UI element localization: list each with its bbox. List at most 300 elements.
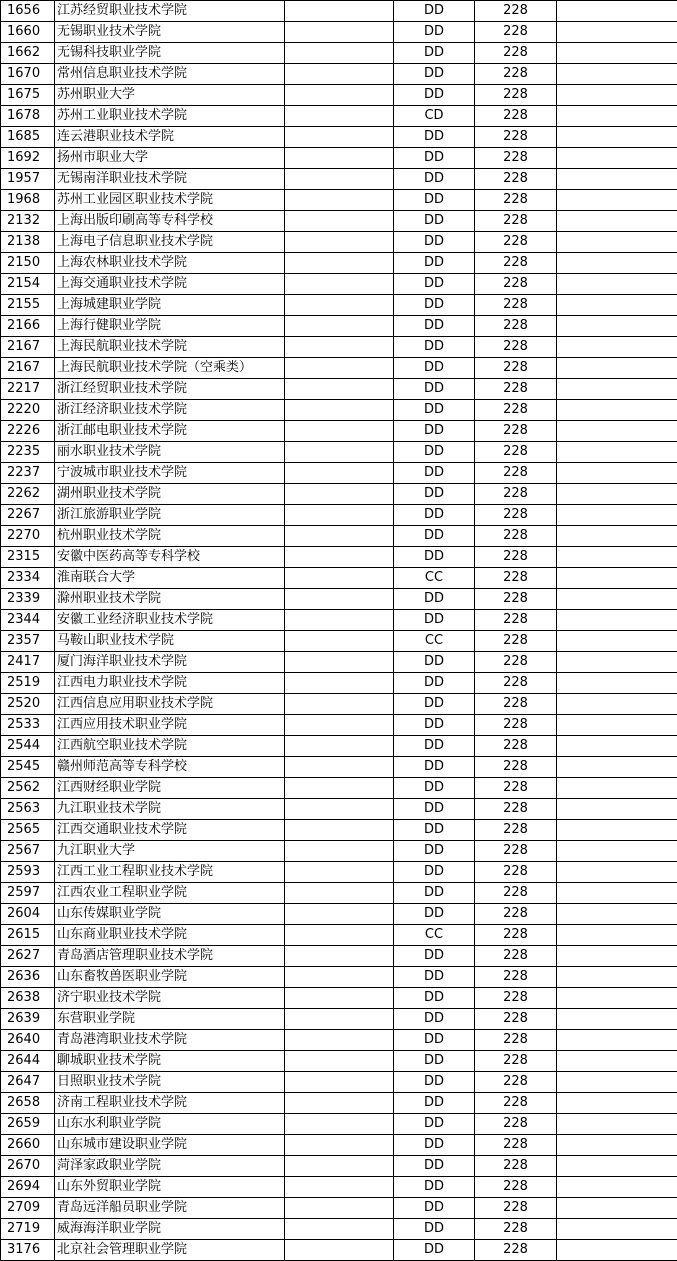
table-row <box>1 610 677 631</box>
empty-cell <box>557 442 677 463</box>
school-code-cell: 2520 <box>1 694 55 715</box>
school-code-cell: 2235 <box>1 442 55 463</box>
level-cell: DD <box>394 757 475 778</box>
score-cell: 228 <box>475 778 557 799</box>
score-cell: 228 <box>475 736 557 757</box>
empty-cell <box>285 1009 394 1030</box>
level-cell: DD <box>394 904 475 925</box>
level-cell: CC <box>394 631 475 652</box>
school-code-cell: 2166 <box>1 316 55 337</box>
empty-cell <box>285 820 394 841</box>
level-cell: DD <box>394 421 475 442</box>
school-code-cell: 2339 <box>1 589 55 610</box>
school-name-cell: 江西财经职业学院 <box>55 778 285 799</box>
school-name-cell: 江西应用技术职业学院 <box>55 715 285 736</box>
table-row <box>1 967 677 988</box>
school-name-cell: 北京社会管理职业学院 <box>55 1240 285 1261</box>
score-cell: 228 <box>475 505 557 526</box>
score-cell: 228 <box>475 1135 557 1156</box>
empty-cell <box>557 43 677 64</box>
table-row <box>1 715 677 736</box>
school-name-cell: 滁州职业技术学院 <box>55 589 285 610</box>
empty-cell <box>285 1051 394 1072</box>
school-name-cell: 江西农业工程职业学院 <box>55 883 285 904</box>
score-cell: 228 <box>475 1156 557 1177</box>
score-cell: 228 <box>475 673 557 694</box>
score-cell: 228 <box>475 43 557 64</box>
empty-cell <box>285 1198 394 1219</box>
table-row <box>1 547 677 568</box>
empty-cell <box>557 883 677 904</box>
school-name-cell: 江西电力职业技术学院 <box>55 673 285 694</box>
empty-cell <box>285 295 394 316</box>
school-name-cell: 江西交通职业技术学院 <box>55 820 285 841</box>
empty-cell <box>285 106 394 127</box>
level-cell: DD <box>394 64 475 85</box>
school-name-cell: 湖州职业技术学院 <box>55 484 285 505</box>
empty-cell <box>285 169 394 190</box>
level-cell: DD <box>394 967 475 988</box>
empty-cell <box>285 673 394 694</box>
empty-cell <box>285 400 394 421</box>
school-code-cell: 3176 <box>1 1240 55 1261</box>
empty-cell <box>557 715 677 736</box>
table-row <box>1 43 677 64</box>
score-cell: 228 <box>475 484 557 505</box>
table-row <box>1 799 677 820</box>
empty-cell <box>285 316 394 337</box>
table-row <box>1 253 677 274</box>
table-row <box>1 85 677 106</box>
empty-cell <box>285 463 394 484</box>
level-cell: DD <box>394 1240 475 1261</box>
empty-cell <box>557 232 677 253</box>
empty-cell <box>285 484 394 505</box>
level-cell: CC <box>394 568 475 589</box>
empty-cell <box>557 568 677 589</box>
empty-cell <box>285 85 394 106</box>
empty-cell <box>557 1072 677 1093</box>
school-code-cell: 2334 <box>1 568 55 589</box>
school-code-cell: 2357 <box>1 631 55 652</box>
empty-cell <box>285 1219 394 1240</box>
level-cell: DD <box>394 253 475 274</box>
school-code-cell: 2644 <box>1 1051 55 1072</box>
level-cell: CC <box>394 925 475 946</box>
school-code-cell: 2237 <box>1 463 55 484</box>
empty-cell <box>557 1093 677 1114</box>
school-code-cell: 2155 <box>1 295 55 316</box>
table-row <box>1 358 677 379</box>
score-cell: 228 <box>475 1 557 22</box>
school-code-cell: 2533 <box>1 715 55 736</box>
score-cell: 228 <box>475 1198 557 1219</box>
empty-cell <box>557 295 677 316</box>
school-name-cell: 上海城建职业学院 <box>55 295 285 316</box>
empty-cell <box>285 379 394 400</box>
level-cell: DD <box>394 484 475 505</box>
score-cell: 228 <box>475 946 557 967</box>
level-cell: DD <box>394 295 475 316</box>
table-row <box>1 442 677 463</box>
empty-cell <box>285 568 394 589</box>
school-name-cell: 山东传媒职业学院 <box>55 904 285 925</box>
level-cell: DD <box>394 232 475 253</box>
table-row <box>1 862 677 883</box>
school-code-cell: 2267 <box>1 505 55 526</box>
table-row <box>1 1 677 22</box>
empty-cell <box>557 22 677 43</box>
score-cell: 228 <box>475 694 557 715</box>
score-cell: 228 <box>475 967 557 988</box>
empty-cell <box>557 1198 677 1219</box>
empty-cell <box>285 883 394 904</box>
empty-cell <box>557 400 677 421</box>
school-code-cell: 2615 <box>1 925 55 946</box>
school-code-cell: 1662 <box>1 43 55 64</box>
school-name-cell: 无锡职业技术学院 <box>55 22 285 43</box>
level-cell: DD <box>394 883 475 904</box>
score-cell: 228 <box>475 400 557 421</box>
school-code-cell: 2150 <box>1 253 55 274</box>
empty-cell <box>285 253 394 274</box>
level-cell: DD <box>394 946 475 967</box>
empty-cell <box>557 274 677 295</box>
school-name-cell: 无锡科技职业学院 <box>55 43 285 64</box>
level-cell: DD <box>394 85 475 106</box>
level-cell: DD <box>394 736 475 757</box>
level-cell: DD <box>394 1072 475 1093</box>
empty-cell <box>557 1009 677 1030</box>
score-cell: 228 <box>475 1240 557 1261</box>
table-row <box>1 1093 677 1114</box>
table-row <box>1 421 677 442</box>
school-code-cell: 2544 <box>1 736 55 757</box>
empty-cell <box>285 505 394 526</box>
school-name-cell: 山东城市建设职业学院 <box>55 1135 285 1156</box>
school-name-cell: 江西航空职业技术学院 <box>55 736 285 757</box>
level-cell: DD <box>394 463 475 484</box>
empty-cell <box>285 862 394 883</box>
score-cell: 228 <box>475 106 557 127</box>
empty-cell <box>557 337 677 358</box>
table-row <box>1 379 677 400</box>
table-row <box>1 190 677 211</box>
level-cell: DD <box>394 1093 475 1114</box>
empty-cell <box>557 1 677 22</box>
empty-cell <box>557 988 677 1009</box>
school-code-cell: 2694 <box>1 1177 55 1198</box>
level-cell: DD <box>394 127 475 148</box>
score-cell: 228 <box>475 589 557 610</box>
level-cell: DD <box>394 694 475 715</box>
table-body <box>1 1 677 1261</box>
score-cell: 228 <box>475 757 557 778</box>
school-code-cell: 2167 <box>1 337 55 358</box>
score-cell: 228 <box>475 1051 557 1072</box>
score-cell: 228 <box>475 1177 557 1198</box>
school-name-cell: 上海交通职业技术学院 <box>55 274 285 295</box>
score-cell: 228 <box>475 85 557 106</box>
school-name-cell: 上海民航职业技术学院 <box>55 337 285 358</box>
level-cell: DD <box>394 442 475 463</box>
level-cell: DD <box>394 1114 475 1135</box>
table-row <box>1 484 677 505</box>
school-name-cell: 浙江经济职业技术学院 <box>55 400 285 421</box>
empty-cell <box>557 1177 677 1198</box>
level-cell: DD <box>394 22 475 43</box>
level-cell: DD <box>394 610 475 631</box>
school-name-cell: 赣州师范高等专科学校 <box>55 757 285 778</box>
empty-cell <box>557 64 677 85</box>
score-cell: 228 <box>475 64 557 85</box>
score-cell: 228 <box>475 841 557 862</box>
empty-cell <box>285 589 394 610</box>
table-row <box>1 820 677 841</box>
school-code-cell: 2226 <box>1 421 55 442</box>
school-name-cell: 江苏经贸职业技术学院 <box>55 1 285 22</box>
table-row <box>1 274 677 295</box>
empty-cell <box>285 64 394 85</box>
school-code-cell: 2647 <box>1 1072 55 1093</box>
score-cell: 228 <box>475 1093 557 1114</box>
table-row <box>1 652 677 673</box>
empty-cell <box>557 673 677 694</box>
school-name-cell: 无锡南洋职业技术学院 <box>55 169 285 190</box>
empty-cell <box>285 211 394 232</box>
table-row <box>1 757 677 778</box>
table-row <box>1 1177 677 1198</box>
school-name-cell: 苏州职业大学 <box>55 85 285 106</box>
level-cell: DD <box>394 1219 475 1240</box>
empty-cell <box>285 1072 394 1093</box>
score-cell: 228 <box>475 1114 557 1135</box>
empty-cell <box>557 190 677 211</box>
level-cell: CD <box>394 106 475 127</box>
empty-cell <box>557 85 677 106</box>
table-row <box>1 988 677 1009</box>
school-code-cell: 1678 <box>1 106 55 127</box>
school-code-cell: 2660 <box>1 1135 55 1156</box>
school-code-cell: 1692 <box>1 148 55 169</box>
empty-cell <box>557 1051 677 1072</box>
table-row <box>1 148 677 169</box>
level-cell: DD <box>394 799 475 820</box>
empty-cell <box>557 484 677 505</box>
school-name-cell: 杭州职业技术学院 <box>55 526 285 547</box>
score-cell: 228 <box>475 211 557 232</box>
level-cell: DD <box>394 820 475 841</box>
empty-cell <box>285 1177 394 1198</box>
empty-cell <box>285 1114 394 1135</box>
score-cell: 228 <box>475 379 557 400</box>
empty-cell <box>285 652 394 673</box>
empty-cell <box>557 421 677 442</box>
school-name-cell: 山东外贸职业学院 <box>55 1177 285 1198</box>
school-code-cell: 2563 <box>1 799 55 820</box>
table-row <box>1 1198 677 1219</box>
table-row <box>1 169 677 190</box>
school-name-cell: 江西工业工程职业技术学院 <box>55 862 285 883</box>
empty-cell <box>557 1156 677 1177</box>
score-cell: 228 <box>475 442 557 463</box>
school-code-cell: 2417 <box>1 652 55 673</box>
school-name-cell: 聊城职业技术学院 <box>55 1051 285 1072</box>
empty-cell <box>557 1219 677 1240</box>
school-code-cell: 2565 <box>1 820 55 841</box>
school-code-cell: 1656 <box>1 1 55 22</box>
empty-cell <box>557 253 677 274</box>
score-cell: 228 <box>475 274 557 295</box>
empty-cell <box>285 1030 394 1051</box>
score-cell: 228 <box>475 925 557 946</box>
score-cell: 228 <box>475 652 557 673</box>
empty-cell <box>557 169 677 190</box>
empty-cell <box>557 694 677 715</box>
score-cell: 228 <box>475 904 557 925</box>
score-cell: 228 <box>475 526 557 547</box>
empty-cell <box>557 358 677 379</box>
empty-cell <box>285 988 394 1009</box>
table-row <box>1 1219 677 1240</box>
empty-cell <box>285 547 394 568</box>
score-cell: 228 <box>475 316 557 337</box>
empty-cell <box>285 148 394 169</box>
school-code-cell: 1670 <box>1 64 55 85</box>
score-cell: 228 <box>475 127 557 148</box>
school-name-cell: 扬州市职业大学 <box>55 148 285 169</box>
empty-cell <box>557 547 677 568</box>
empty-cell <box>285 904 394 925</box>
level-cell: DD <box>394 316 475 337</box>
school-code-cell: 1968 <box>1 190 55 211</box>
school-name-cell: 青岛酒店管理职业技术学院 <box>55 946 285 967</box>
empty-cell <box>557 106 677 127</box>
empty-cell <box>557 631 677 652</box>
level-cell: DD <box>394 862 475 883</box>
level-cell: DD <box>394 190 475 211</box>
school-code-cell: 2636 <box>1 967 55 988</box>
score-cell: 228 <box>475 1072 557 1093</box>
school-code-cell: 1675 <box>1 85 55 106</box>
table-row <box>1 1009 677 1030</box>
empty-cell <box>285 337 394 358</box>
school-name-cell: 上海行健职业学院 <box>55 316 285 337</box>
table-row <box>1 295 677 316</box>
empty-cell <box>557 211 677 232</box>
school-name-cell: 济南工程职业技术学院 <box>55 1093 285 1114</box>
school-name-cell: 江西信息应用职业技术学院 <box>55 694 285 715</box>
level-cell: DD <box>394 778 475 799</box>
score-cell: 228 <box>475 631 557 652</box>
school-name-cell: 上海出版印刷高等专科学校 <box>55 211 285 232</box>
empty-cell <box>285 631 394 652</box>
level-cell: DD <box>394 526 475 547</box>
table-row <box>1 1114 677 1135</box>
school-name-cell: 浙江经贸职业技术学院 <box>55 379 285 400</box>
empty-cell <box>285 841 394 862</box>
table-row <box>1 526 677 547</box>
level-cell: DD <box>394 547 475 568</box>
school-code-cell: 2670 <box>1 1156 55 1177</box>
school-code-cell: 1685 <box>1 127 55 148</box>
empty-cell <box>557 1030 677 1051</box>
table-row <box>1 568 677 589</box>
empty-cell <box>557 505 677 526</box>
empty-cell <box>557 463 677 484</box>
level-cell: DD <box>394 148 475 169</box>
level-cell: DD <box>394 673 475 694</box>
empty-cell <box>557 652 677 673</box>
table-row <box>1 841 677 862</box>
empty-cell <box>557 799 677 820</box>
score-cell: 228 <box>475 883 557 904</box>
level-cell: DD <box>394 1030 475 1051</box>
empty-cell <box>557 610 677 631</box>
school-code-cell: 2639 <box>1 1009 55 1030</box>
score-cell: 228 <box>475 862 557 883</box>
level-cell: DD <box>394 400 475 421</box>
school-name-cell: 菏泽家政职业学院 <box>55 1156 285 1177</box>
score-cell: 228 <box>475 253 557 274</box>
table-row <box>1 1135 677 1156</box>
school-name-cell: 常州信息职业技术学院 <box>55 64 285 85</box>
school-code-cell: 2154 <box>1 274 55 295</box>
level-cell: DD <box>394 652 475 673</box>
school-code-cell: 2344 <box>1 610 55 631</box>
score-cell: 228 <box>475 148 557 169</box>
school-name-cell: 青岛港湾职业技术学院 <box>55 1030 285 1051</box>
empty-cell <box>285 127 394 148</box>
table-row <box>1 337 677 358</box>
empty-cell <box>557 526 677 547</box>
score-cell: 228 <box>475 988 557 1009</box>
score-cell: 228 <box>475 232 557 253</box>
table-row <box>1 1072 677 1093</box>
empty-cell <box>285 715 394 736</box>
level-cell: DD <box>394 1177 475 1198</box>
score-cell: 228 <box>475 715 557 736</box>
empty-cell <box>285 1093 394 1114</box>
score-cell: 228 <box>475 568 557 589</box>
school-name-cell: 上海电子信息职业技术学院 <box>55 232 285 253</box>
school-code-cell: 2545 <box>1 757 55 778</box>
empty-cell <box>285 22 394 43</box>
empty-cell <box>557 1240 677 1261</box>
table-row <box>1 904 677 925</box>
level-cell: DD <box>394 1135 475 1156</box>
school-code-cell: 2167 <box>1 358 55 379</box>
school-name-cell: 厦门海洋职业技术学院 <box>55 652 285 673</box>
score-cell: 228 <box>475 295 557 316</box>
level-cell: DD <box>394 274 475 295</box>
empty-cell <box>285 610 394 631</box>
level-cell: DD <box>394 505 475 526</box>
empty-cell <box>285 799 394 820</box>
school-code-cell: 2138 <box>1 232 55 253</box>
table-row <box>1 22 677 43</box>
table-row <box>1 106 677 127</box>
table-row <box>1 1030 677 1051</box>
empty-cell <box>557 778 677 799</box>
school-code-cell: 2132 <box>1 211 55 232</box>
score-cell: 228 <box>475 169 557 190</box>
school-name-cell: 马鞍山职业技术学院 <box>55 631 285 652</box>
table-row <box>1 736 677 757</box>
school-code-cell: 2270 <box>1 526 55 547</box>
table-row <box>1 589 677 610</box>
level-cell: DD <box>394 1156 475 1177</box>
